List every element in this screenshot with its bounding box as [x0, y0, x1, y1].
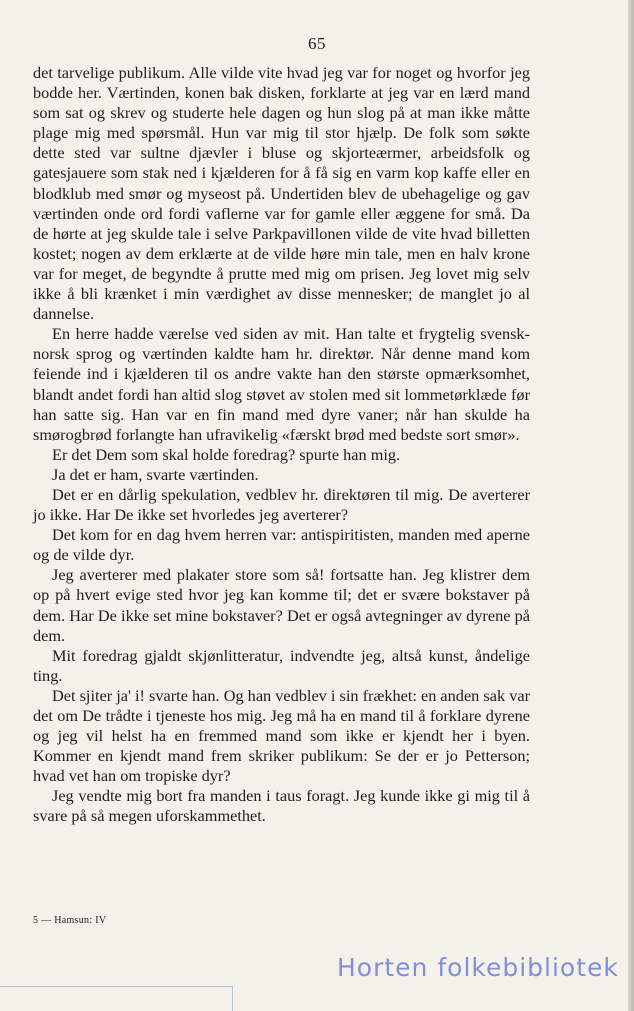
paragraph: Er det Dem som skal holde foredrag? spurte han mig. — [52, 444, 401, 464]
paragraph: Mit foredrag gjaldt skjønlitteratur, indvendte jeg, altså kunst, åndelige ting. — [33, 645, 530, 685]
paragraph: Jeg averterer med plakater store som så! fortsatte han. Jeg klistrer dem op på hvert evige sted hvor jeg kan komme til; det er svære bokstaver på dem. Har De ikke set mine bokstaver? Det er også avtegninger av dyrene på dem. — [33, 565, 530, 645]
paragraph: Det sjiter ja' i! svarte han. Og han vedblev i sin frækhet: en anden sak var det om De trådte i tjeneste hos mig. Jeg må ha en mand til å forklare dyrene og jeg vil helst ha en fremmed mand som ikke er kjendt her i byen. Kommer en kjendt mand frem skriker publikum: Se der er jo Petterson; hvad vet han om tropiske dyr? — [33, 685, 530, 786]
library-stamp: Horten folkebibliotek — [337, 953, 619, 982]
stamp-border-vertical — [232, 986, 234, 1011]
paragraph: det tarvelige publikum. Alle vilde vite hvad jeg var for noget og hvorfor jeg bodde her. Værtinden, konen bak disken, forklarte at jeg var en lærd mand som sat og skrev og studerte hele dagen og hun slog på at man ikke måtte plage mig med spørsmål. Hun var mig til stor hjælp. De folk som søkte dette sted var sultne djævler i bluse og skjorteærmer, arbeidsfolk og gatesjauere som stak ned i kjælderen for å få sig en varm kop kaffe eller en blodklub med smør og myseost på. Undertiden blev de ubehagelige og gav værtinden onde ord fordi vaflerne var for gamle eller æggene for små. Da de hørte at jeg skulde tale i selve Parkpavillonen vilde de vite hvad billetten kostet; nogen av dem erklærte at de vilde høre min tale, men en halv krone var for meget, de begyndte å prutte med mig om prisen. Jeg lovet mig selv ikke å bli krænket i min værdighet av disse mennesker; de manglet jo al dannelse. — [33, 63, 530, 324]
paragraph: En herre hadde værelse ved siden av mit. Han talte et frygtelig svensk-norsk sprog og værtinden kaldte ham hr. direktør. Når denne mand kom feiende ind i kjælderen til os andre vakte han den største opmærksomhet, blandt andet fordi han altid slog støvet av stolen med sit lommetørklæde før han satte sig. Han var en fin mand med dyre vaner; når han skulde ha smørogbrød forlangte han ufravikelig «færskt brød med bedste sort smør». — [33, 324, 530, 444]
paragraph: Det er en dårlig spekulation, vedblev hr. direktøren til mig. De averterer jo ikke. Har De ikke set hvorledes jeg averterer? — [33, 484, 530, 525]
paragraph: Jeg vendte mig bort fra manden i taus foragt. Jeg kunde ikke gi mig til å svare på så megen uforskammethet. — [33, 786, 530, 826]
page-number: 65 — [308, 34, 326, 53]
body-text — [33, 63, 530, 827]
stamp-border-horizontal — [0, 986, 232, 988]
page-edge — [628, 0, 634, 1011]
paragraph: Ja det er ham, svarte værtinden. — [52, 464, 259, 484]
paragraph: Det kom for en dag hvem herren var: antispiritisten, manden med aperne og de vilde dyr. — [33, 525, 530, 565]
signature-mark: 5 — Hamsun: IV — [33, 915, 107, 926]
